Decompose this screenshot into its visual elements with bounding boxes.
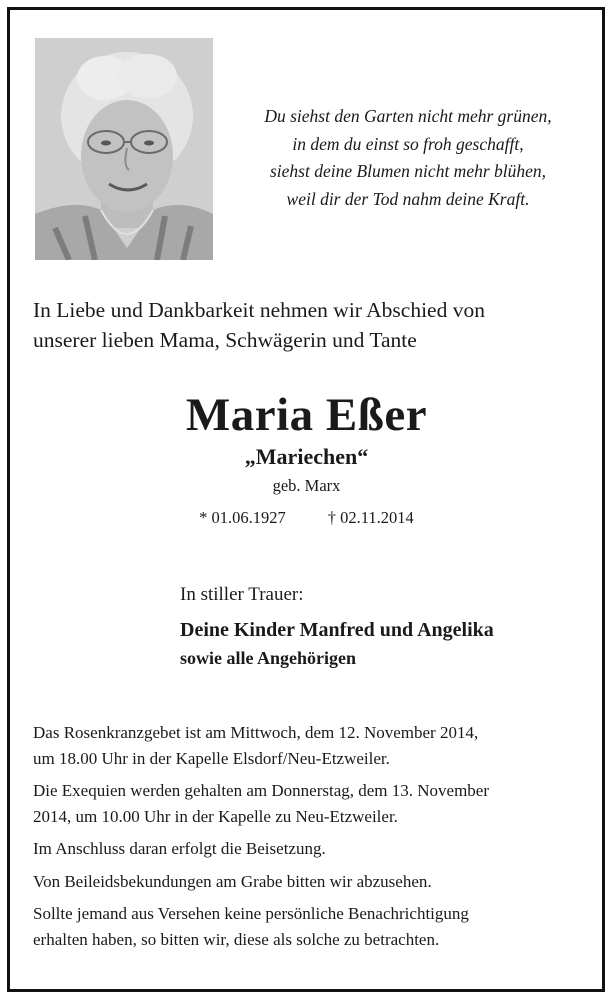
service-notices <box>33 713 593 959</box>
intro-line: In Liebe und Dankbarkeit nehmen wir Abschied von <box>33 298 485 322</box>
poem-line: weil dir der Tod nahm deine Kraft. <box>286 188 530 209</box>
life-dates <box>0 507 613 529</box>
notice-line: Das Rosenkranzgebet ist am Mittwoch, dem 12. November 2014, <box>33 723 479 742</box>
notice-line: Die Exequien werden gehalten am Donnerstag, dem 13. November <box>33 781 490 800</box>
mourners-label: In stiller Trauer: <box>180 584 304 605</box>
death-date: † 02.11.2014 <box>327 508 414 527</box>
poem-line: siehst deine Blumen nicht mehr blühen, <box>269 161 547 181</box>
poem-line: in dem du einst so froh geschafft, <box>292 133 524 154</box>
portrait-image <box>35 38 213 260</box>
portrait-photo <box>35 38 213 260</box>
intro-text <box>33 295 593 355</box>
notice-line: 2014, um 10.00 Uhr in der Kapelle zu Neu-Etzweiler. <box>33 806 398 826</box>
mourners-block <box>180 582 600 672</box>
notice-line: erhalten haben, so bitten wir, diese als solche zu betrachten. <box>33 929 440 949</box>
mourners-children: Deine Kinder Manfred und Angelika <box>180 619 494 641</box>
notice-line: Im Anschluss daran erfolgt die Beisetzung. <box>33 839 326 858</box>
deceased-name: Maria Eßer <box>185 389 428 441</box>
birth-date: * 01.06.1927 <box>199 508 286 527</box>
poem <box>228 103 588 213</box>
notice-line: Sollte jemand aus Versehen keine persönliche Benachrichtigung <box>33 904 469 923</box>
maiden-name: geb. Marx <box>272 476 341 495</box>
notice-line: Von Beileidsbekundungen am Grabe bitten wir abzusehen. <box>33 871 432 891</box>
poem-line: Du siehst den Garten nicht mehr grünen, <box>264 106 552 126</box>
deceased-nickname: „Mariechen“ <box>244 444 369 469</box>
intro-line: unserer lieben Mama, Schwägerin und Tante <box>33 328 417 352</box>
notice-line: um 18.00 Uhr in der Kapelle Elsdorf/Neu-Etzweiler. <box>33 748 390 768</box>
mourners-relatives: sowie alle Angehörigen <box>180 648 356 668</box>
